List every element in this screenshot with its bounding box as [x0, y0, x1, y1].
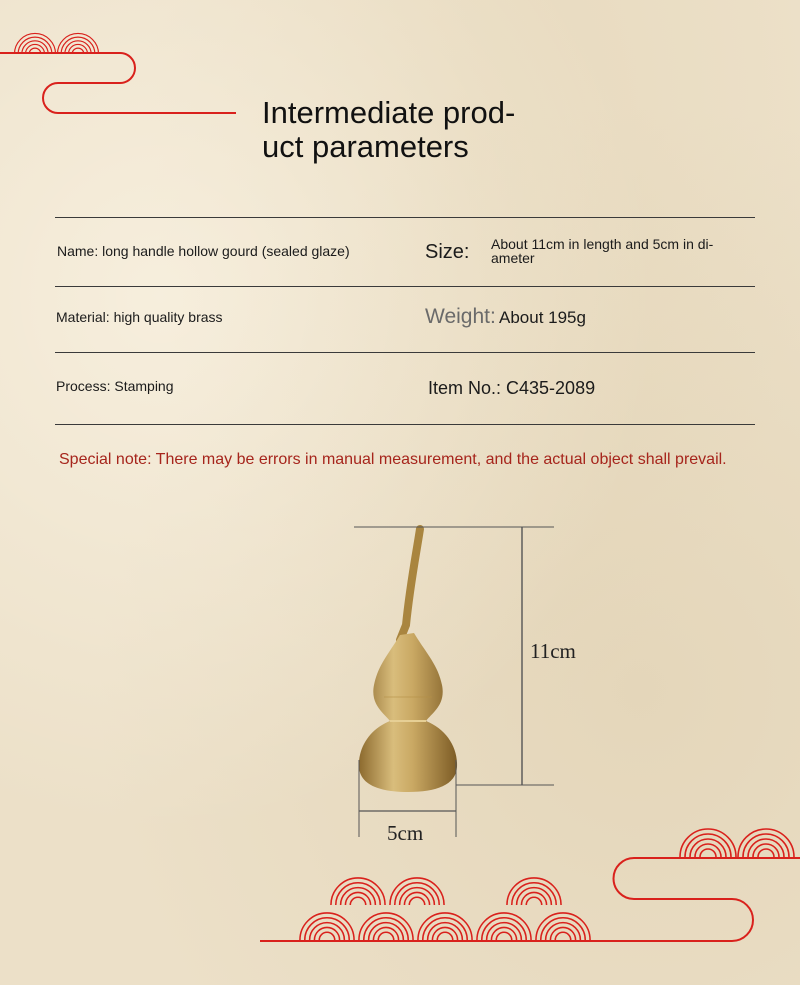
cloud-ornament-bottom-center: [300, 878, 590, 940]
spec-weight-label: Weight:: [425, 305, 496, 328]
spec-item-no: Item No.: C435-2089: [428, 378, 596, 398]
spec-weight-value: About 195g: [499, 308, 586, 327]
gourd-image: [359, 529, 457, 792]
spec-name: Name: long handle hollow gourd (sealed glaze): [57, 243, 350, 259]
height-label: 11cm: [530, 639, 576, 663]
page-title-text: Intermediate prod- uct parameters: [262, 95, 516, 164]
table-rule: [55, 286, 755, 287]
spec-size-value: About 11cm in length and 5cm in di- ameter: [491, 236, 714, 266]
product-dimension-diagram: [340, 515, 620, 850]
table-rule-bottom: [55, 424, 755, 425]
special-note: Special note: There may be errors in manual measurement, and the actual object shall prevail.: [59, 451, 727, 468]
table-rule-top: [55, 217, 755, 218]
width-label: 5cm: [387, 821, 424, 845]
table-rule: [55, 352, 755, 353]
spec-process: Process: Stamping: [56, 378, 174, 394]
spec-material: Material: high quality brass: [56, 309, 223, 325]
spec-size-label: Size:: [425, 241, 470, 263]
page-title: [262, 96, 562, 164]
cloud-ornament-top-left: [0, 33, 236, 113]
